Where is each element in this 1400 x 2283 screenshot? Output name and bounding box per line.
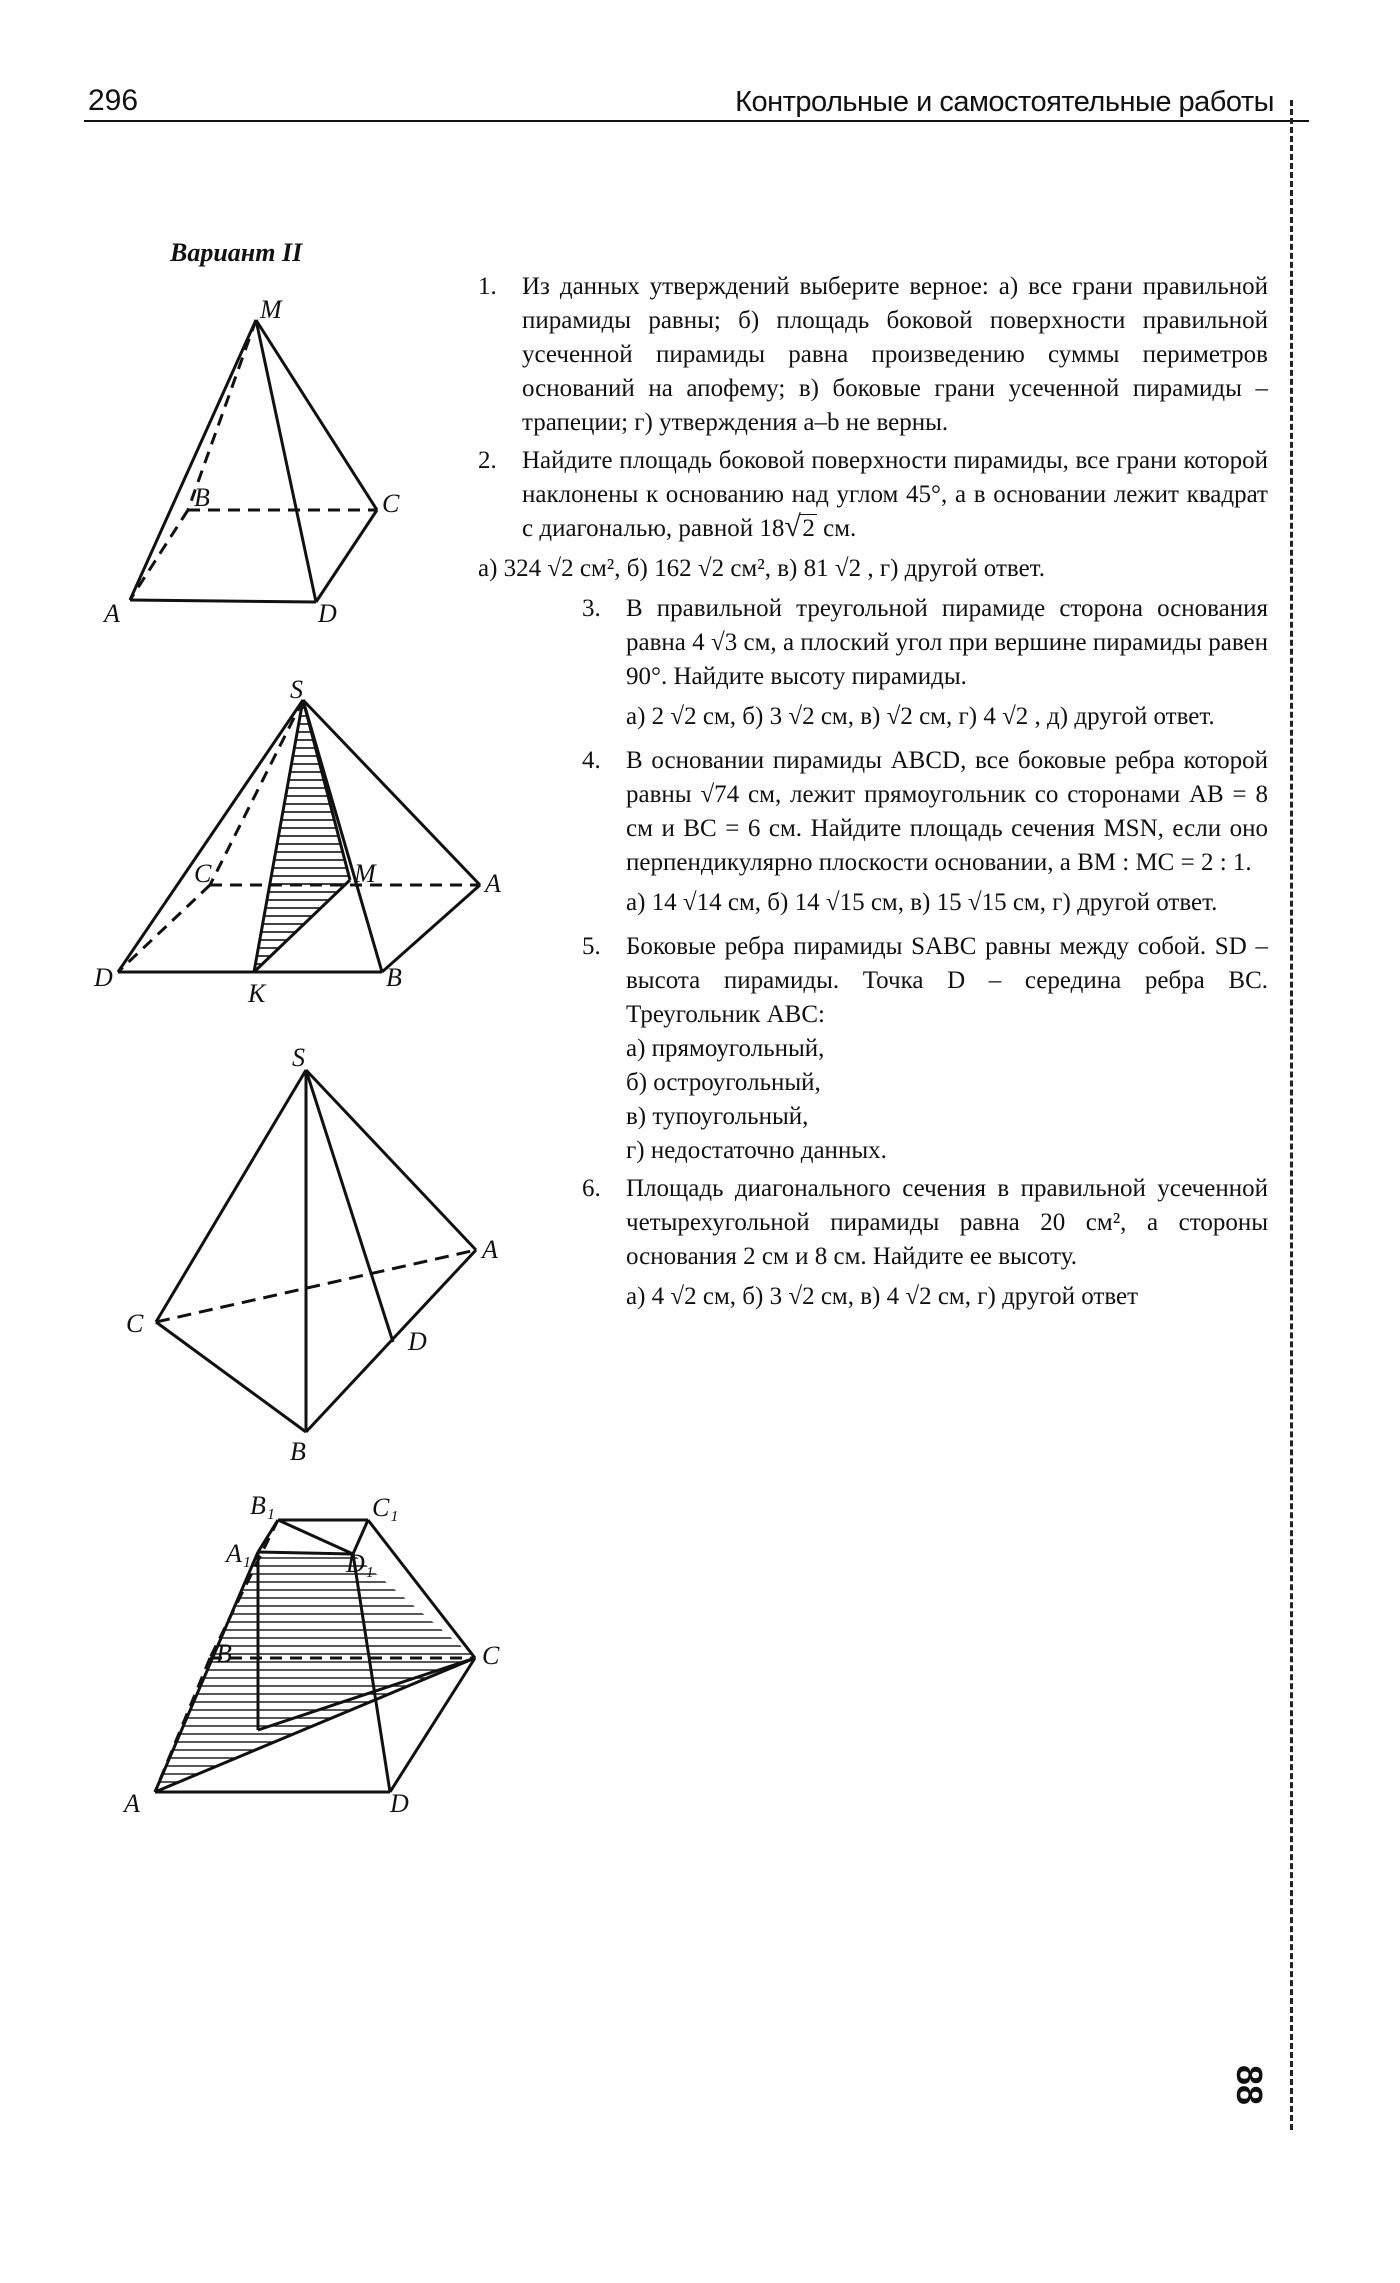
label-c: C bbox=[382, 489, 400, 518]
question-6 bbox=[582, 1172, 1268, 1320]
label-c: C bbox=[126, 1309, 144, 1338]
label-s: S bbox=[292, 1043, 305, 1072]
label-d: D bbox=[318, 599, 337, 628]
label-b: B bbox=[216, 1639, 232, 1668]
label-m: M bbox=[260, 295, 282, 324]
label-d1: D₁ bbox=[346, 1549, 374, 1578]
label-d: D bbox=[390, 1789, 409, 1818]
label-s: S bbox=[290, 675, 303, 704]
question-text-end: см. bbox=[816, 515, 857, 542]
question-number: 4. bbox=[582, 747, 601, 774]
question-1 bbox=[478, 270, 1268, 440]
edge-mark: 88 bbox=[1229, 2065, 1270, 2106]
label-a: A bbox=[482, 1235, 498, 1264]
option: г) недостаточно данных. bbox=[626, 1137, 887, 1164]
question-text: Из данных утверждений выберите верное: а) все грани правильной пирамиды равны; б) площадь боковой поверхности правильной усеченной пирамиды равна произведению суммы периметров оснований на апофему; в) боковые грани усеченной пирамиды – трапеции; г) утверждения а–b не верны. bbox=[522, 273, 1268, 436]
question-options: а) 4 √2 см, б) 3 √2 см, в) 4 √2 см, г) другой ответ bbox=[626, 1283, 1139, 1310]
label-c1: C₁ bbox=[372, 1493, 399, 1522]
option: в) тупоугольный, bbox=[626, 1103, 809, 1130]
question-2-options: а) 324 √2 см², б) 162 √2 см², в) 81 √2 , г) другой ответ. bbox=[478, 555, 1045, 582]
option: б) остроугольный, bbox=[626, 1069, 821, 1096]
label-m: M bbox=[354, 859, 376, 888]
radical: √ 2 bbox=[784, 512, 817, 546]
question-text: В основании пирамиды ABCD, все боковые ребра которой равны √74 см, лежит прямоугольник со сторонами AB = 8 см и BC = 6 см. Найдите площадь сечения MSN, если оно перпендикулярно плоскости основании, а BM : MC = 2 : 1. bbox=[626, 747, 1268, 876]
question-3 bbox=[582, 592, 1268, 740]
question-number: 5. bbox=[582, 933, 601, 960]
question-body bbox=[626, 1172, 1268, 1320]
figure-pyramid-sabc bbox=[90, 1040, 510, 1465]
question-options bbox=[626, 1032, 1268, 1168]
question-body bbox=[522, 444, 1268, 546]
figure-frustum-section bbox=[90, 1490, 510, 1835]
question-2 bbox=[478, 444, 1268, 546]
figure-pyramid-mabcd bbox=[90, 295, 410, 635]
question-text: Боковые ребра пирамиды SABC равны между собой. SD – высота пирамиды. Точка D – середина ребра BC. Треугольник ABC: bbox=[626, 933, 1268, 1028]
running-title: Контрольные и самостоятельные работы bbox=[735, 86, 1274, 118]
cut-line bbox=[1290, 100, 1293, 2130]
question-body bbox=[626, 592, 1268, 740]
label-b1: B₁ bbox=[250, 1491, 275, 1520]
question-text: В правильной треугольной пирамиде сторона основания равна 4 √3 см, а плоский угол при вершине пирамиды равен 90°. Найдите высоту пирамиды. bbox=[626, 595, 1268, 690]
label-a1: A₁ bbox=[226, 1539, 251, 1568]
figure-pyramid-section bbox=[90, 675, 510, 1015]
question-number: 1. bbox=[478, 273, 497, 300]
question-body bbox=[626, 744, 1268, 926]
question-number: 3. bbox=[582, 595, 601, 622]
label-b: B bbox=[290, 1437, 306, 1466]
question-body bbox=[626, 930, 1268, 1168]
question-text: Площадь диагонального сечения в правильной усеченной четырехугольной пирамиды равна 20 см², а стороны основания 2 см и 8 см. Найдите ее высоту. bbox=[626, 1175, 1268, 1270]
label-k: K bbox=[248, 979, 266, 1008]
variant-title: Вариант II bbox=[170, 238, 303, 267]
label-d: D bbox=[408, 1327, 427, 1356]
question-4 bbox=[582, 744, 1268, 926]
question-text: Найдите площадь боковой поверхности пирамиды, все грани которой наклонены к основанию над углом 45°, а в основании лежит квадрат с диагональю, равной 18 bbox=[522, 447, 1268, 542]
label-c: C bbox=[194, 859, 212, 888]
question-options: а) 14 √14 см, б) 14 √15 см, в) 15 √15 см, г) другой ответ. bbox=[626, 889, 1218, 916]
question-5 bbox=[582, 930, 1268, 1168]
label-a: A bbox=[485, 869, 501, 898]
question-number: 2. bbox=[478, 447, 497, 474]
label-a: A bbox=[124, 1789, 140, 1818]
header-rule bbox=[84, 120, 1309, 122]
page-number: 296 bbox=[88, 84, 139, 117]
question-number: 6. bbox=[582, 1175, 601, 1202]
label-d: D bbox=[94, 963, 113, 992]
option: а) прямоугольный, bbox=[626, 1035, 825, 1062]
label-b: B bbox=[194, 483, 210, 512]
question-list bbox=[478, 270, 1268, 1324]
label-a: A bbox=[104, 599, 120, 628]
question-options: а) 2 √2 см, б) 3 √2 см, в) √2 см, г) 4 √2 , д) другой ответ. bbox=[626, 703, 1215, 730]
label-b: B bbox=[386, 963, 402, 992]
label-c: C bbox=[482, 1641, 500, 1670]
